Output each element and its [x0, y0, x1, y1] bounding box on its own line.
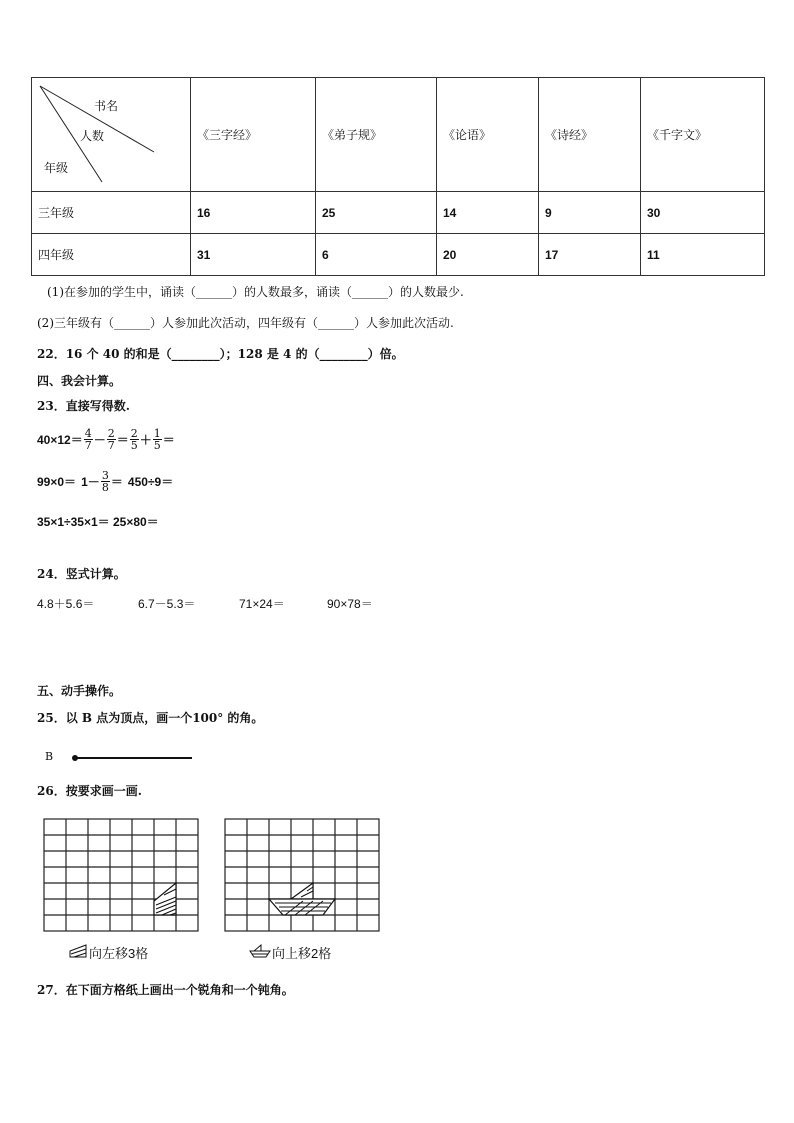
caption-move-up: 向上移2格 [272, 946, 332, 961]
vertical-calc-item: 71×24＝ [239, 597, 285, 611]
header-book-3: 《论语》 [437, 78, 539, 192]
table-cell: 11 [641, 234, 765, 276]
header-book-2: 《弟子规》 [316, 78, 437, 192]
fraction: $\frac{2}{7}$ [107, 427, 115, 452]
fraction: $\frac{3}{8}$ [101, 469, 109, 494]
header-book-4: 《诗经》 [539, 78, 641, 192]
grid-left [42, 817, 200, 933]
point-b-label: B [45, 750, 54, 763]
fraction: $\frac{4}{7}$ [84, 427, 92, 452]
table-cell: 30 [641, 192, 765, 234]
vertical-calc-item: 90×78＝ [327, 597, 373, 611]
small-shape-icon [68, 944, 90, 958]
expr-450div9: 450÷9＝ [127, 475, 174, 489]
ray-from-b [70, 750, 195, 764]
table-cell: 9 [539, 192, 641, 234]
equals-sign: ＝ [162, 433, 175, 447]
shape-to-move-left [154, 883, 176, 915]
corner-label-grade: 年级 [44, 161, 69, 175]
question-23-row-1 [37, 428, 175, 451]
expr-one-minus: 1－ [81, 475, 100, 489]
table-cell: 25 [316, 192, 437, 234]
table-cell: 31 [191, 234, 316, 276]
question-22: 22．16 个 40 的和是（________）；128 是 4 的（________）倍。 [37, 347, 404, 361]
fraction: $\frac{1}{5}$ [153, 427, 161, 452]
question-23-row-2 [37, 470, 173, 493]
table-row [32, 192, 765, 234]
question-27: 27．在下面方格纸上画出一个锐角和一个钝角。 [37, 983, 294, 997]
question-23-row-3: 35×1÷35×1＝ 25×80＝ [37, 515, 159, 529]
equals-sign: ＝ [110, 475, 123, 489]
question-21-part-2: (2)三年级有（______）人参加此次活动，四年级有（______）人参加此次活动. [37, 316, 454, 330]
row-grade-label: 四年级 [32, 234, 191, 276]
corner-label-count: 人数 [80, 129, 105, 143]
question-21-part-1: (1)在参加的学生中，诵读（______）的人数最多，诵读（______）的人数最少. [47, 285, 464, 299]
header-book-5: 《千字文》 [641, 78, 765, 192]
corner-label-book: 书名 [94, 99, 119, 113]
question-23-title: 23．直接写得数. [37, 399, 130, 413]
header-book-1: 《三字经》 [191, 78, 316, 192]
table-row [32, 234, 765, 276]
question-24-title: 24．竖式计算。 [37, 567, 126, 581]
table-cell: 16 [191, 192, 316, 234]
expr-40x12: 40×12＝ [37, 433, 83, 447]
small-boat-icon [248, 944, 272, 958]
question-25-title: 25．以 B 点为顶点，画一个100° 的角。 [37, 711, 264, 725]
reading-table [31, 77, 765, 276]
table-cell: 14 [437, 192, 539, 234]
section-5-heading: 五、动手操作。 [37, 684, 122, 698]
row-grade-label: 三年级 [32, 192, 191, 234]
minus-sign: － [93, 433, 106, 447]
fraction: $\frac{2}{5}$ [130, 427, 138, 452]
question-26-title: 26．按要求画一画. [37, 784, 142, 798]
section-4-heading: 四、我会计算。 [37, 374, 122, 388]
grid-right [223, 817, 381, 933]
vertical-calc-item: 6.7－5.3＝ [138, 597, 196, 611]
expr-99x0: 99×0＝ [37, 475, 77, 489]
boat-shape [269, 883, 335, 915]
equals-sign: ＝ [116, 433, 129, 447]
vertical-calc-item: 4.8＋5.6＝ [37, 597, 95, 611]
table-cell: 20 [437, 234, 539, 276]
table-cell: 6 [316, 234, 437, 276]
table-cell: 17 [539, 234, 641, 276]
plus-sign: ＋ [139, 433, 152, 447]
table-corner-cell [32, 78, 191, 192]
caption-move-left: 向左移3格 [89, 946, 149, 961]
